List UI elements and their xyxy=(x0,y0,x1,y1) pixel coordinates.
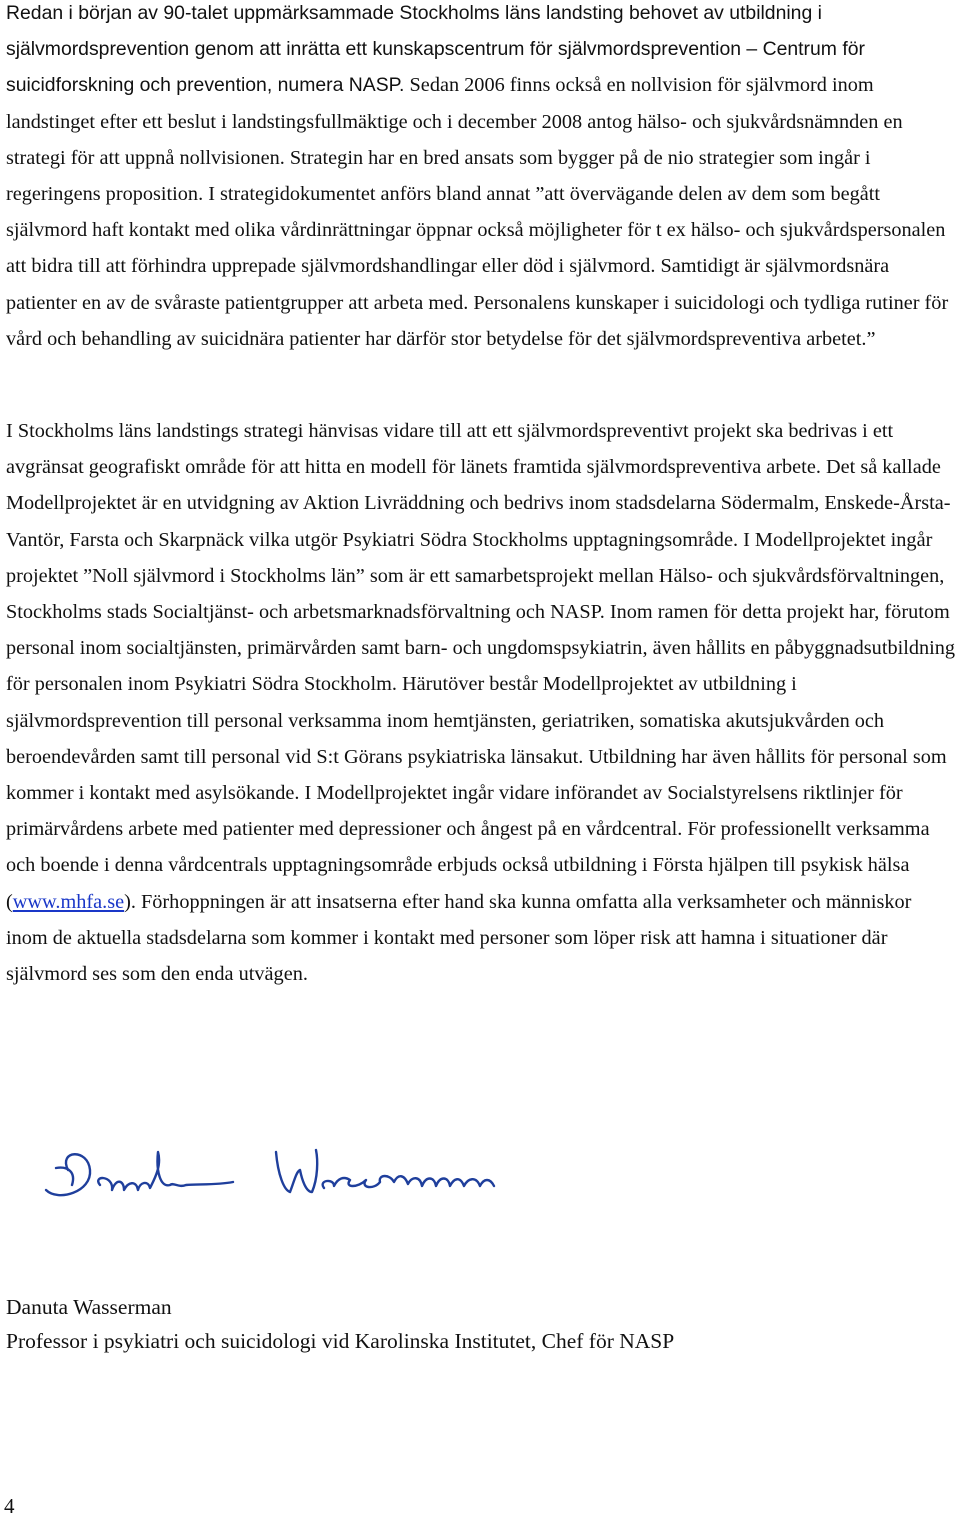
signer-name: Danuta Wasserman xyxy=(6,1295,172,1319)
signer-title: Professor i psykiatri och suicidologi vid Karolinska Institutet, Chef för NASP xyxy=(6,1329,675,1353)
intro-lead-text: Redan i början av 90-talet uppmärksammade Stockholms läns landsting behovet av utbildning i självmordsprevention genom att inrätta ett kunskapscentrum för självmordsprevention – Centrum för suicidforskning och prevention, numera NASP. xyxy=(6,2,865,97)
page-number: 4 xyxy=(4,1494,15,1518)
handwritten-signature xyxy=(28,1130,528,1240)
mhfa-link[interactable]: www.mhfa.se xyxy=(12,890,125,913)
model-project-text: I Stockholms läns landstings strategi hänvisas vidare till att ett självmordspreventivt projekt ska bedrivas i ett avgränsat geografiskt område för att hitta en modell för länets framtida självmordspreventiva arbete. Det så kallade Modellprojektet är en utvidgning av Aktion Livräddning och bedrivs inom stadsdelarna Södermalm, Enskede-Årsta-Vantör, Farsta och Skarpnäck vilka utgör Psykiatri Södra Stockholms upptagningsområde. I Modellprojektet ingår projektet ”Noll självmord i Stockholms län” som är ett samarbetsprojekt mellan Hälso- och sjukvårdsförvaltningen, Stockholms stads Socialtjänst- och arbetsmarknadsförvaltning och NASP. Inom ramen för detta projekt har, förutom personal inom socialtjänsten, primärvården samt barn- och ungdomspsykiatrin, även hållits en påbyggnadsutbildning för personalen inom Psykiatri Södra Stockholm. Härutöver består Modellprojektet av utbildning i självmordsprevention till personal verksamma inom hemtjänsten, geriatriken, somatiska akutsjukvården och beroendevården samt till personal vid S:t Görans psykiatriska länsakut. Utbildning har även hållits för personal som kommer i kontakt med asylsökande. I Modellprojektet ingår vidare införandet av Socialstyrelsens riktlinjer för primärvårdens arbete med patienter med depressioner och ångest på en vårdcentral. För professionellt verksamma och boende i denna vårdcentrals upptagningsområde erbjuds också utbildning i Första hjälpen till psykisk hälsa ( xyxy=(6,420,956,913)
paragraph-model-project xyxy=(6,413,956,992)
model-project-text-end: ). Förhoppningen är att insatserna efter hand ska kunna omfatta alla verksamheter och människor inom de aktuella stadsdelarna som kommer i kontakt med personer som löper risk att hamna i situationer där självmord ses som den enda utvägen. xyxy=(6,890,912,986)
paragraph-intro xyxy=(6,0,956,357)
intro-body-text: Sedan 2006 finns också en nollvision för självmord inom landstinget efter ett beslut i landstingsfullmäktige och i december 2008 antog hälso- och sjukvårdsnämnden en strategi för att uppnå nollvisionen. Strategin har en bred ansats som bygger på de nio strategier som ingår i regeringens proposition. I strategidokumentet anförs bland annat ”att övervägande delen av dem som begått självmord haft kontakt med olika vårdinrättningar öppnar också möjligheter för t ex hälso- och sjukvårdspersonalen att bidra till att förhindra upprepade självmordshandlingar eller död i självmord. Samtidigt är självmordsnära patienter en av de svåraste patientgrupper att arbeta med. Personalens kunskaper i suicidologi och tydliga rutiner för vård och behandling av suicidnära patienter har därför stor betydelse för det självmordspreventiva arbetet.” xyxy=(6,74,949,350)
